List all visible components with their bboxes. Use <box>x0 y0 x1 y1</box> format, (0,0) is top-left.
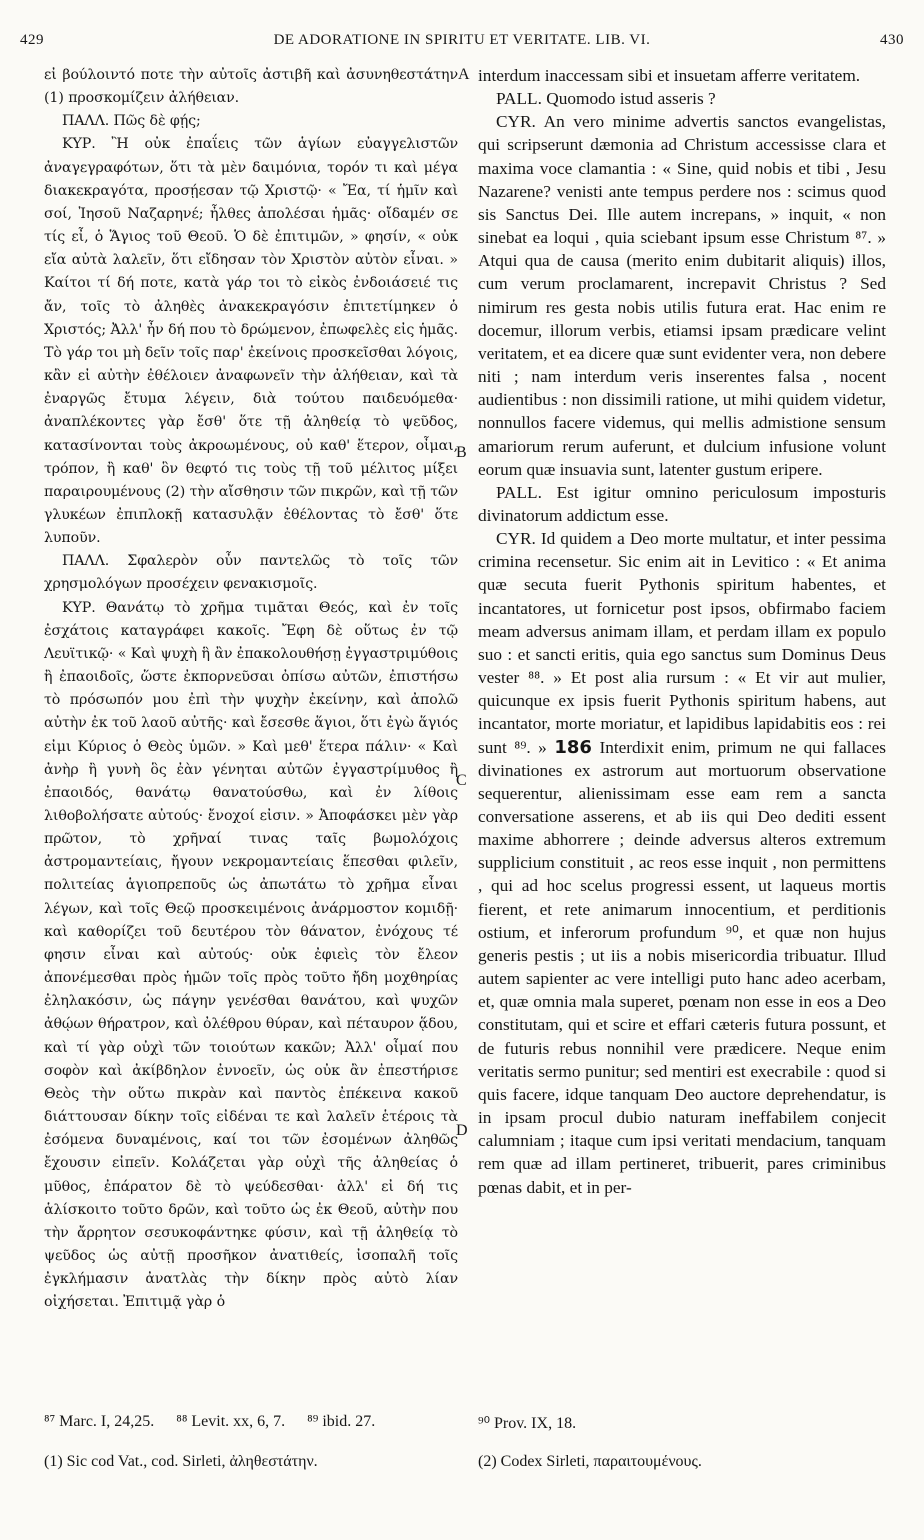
margin-letter-a: A <box>458 66 470 83</box>
latin-column <box>478 64 886 1199</box>
textual-note: (1) Sic cod Vat., cod. Sirleti, ἀληθεστάτην. <box>44 1453 318 1470</box>
greek-paragraph: εἰ βούλοιντό ποτε τὴν αὐτοῖς ἀστιβῆ καὶ ἀσυνηθεστάτην (1) προσκομίζειν ἀλήθειαν. <box>44 67 458 107</box>
greek-paragraph: ΚΥΡ. Θανάτῳ τὸ χρῆμα τιμᾶται Θεός, καὶ ἐν τοῖς ἐσχάτοις καταγράφει κακοῖς. Ἔφη δὲ οὕτως ἐν τῷ Λευϊτικῷ· « Καὶ ψυχὴ ἣ ἂν ἐπακολουθήσῃ ἐγγαστριμύθοις ἢ ἐπαοιδοῖς, ὥστε ἐκπορνεῦσαι ὀπίσω αὐτῶν, ἐπιστήσω τὸ πρόσωπόν μου ἐπὶ τὴν ψυχὴν ἐκείνην, καὶ ἀπολῶ αὐτὴν ἐκ τοῦ λαοῦ αὐτῆς· καὶ ἔσεσθε ἅγιοι, ὅτι ἐγὼ ἅγιός εἰμι Κύριος ὁ Θεὸς ὑμῶν. » Καὶ μεθ' ἕτερα πάλιν· « Καὶ ἀνὴρ ἢ γυνὴ ὃς ἐὰν γένηται αὐτῶν ἐγγαστρίμυθος ἢ ἐπαοιδός, θανάτῳ θανατούσθω, καὶ ἐν λίθοις λιθοβολήσατε αὐτούς· ἔνοχοί εἰσιν. » Ἀποφάσκει μὲν γὰρ πρῶτον, τὸ χρῆναί τινας ταῖς βωμολόχοις ἀστρομαντείαις, ἤγουν νεκρομαντείαις ἕπεσθαι φιλεῖν, πολιτείας ἁγιοπρεποῦς ὡς ἀπωτάτω τὸ χρῆμα εἶναι λέγων, καὶ τοῖς Θεῷ προσκειμένοις ἀνάρμοστον κομιδῇ· καὶ καθορίζει τοῦ δευτέρου τὸν θάνατον, ἐνόχους τέ φησιν εἶναι καὶ αὐτούς· οὐκ ἐφιεὶς τὸν ἔλεον ἀπονέμεσθαι πρὸς ἡμῶν τοῖς πρὸς τοῦτο ἤδη μοχθηρίας ἐληλακόσιν, ὡς πάγην γενέσθαι θανάτου, καὶ ψυχῶν ἀθῴων θήρατρον, καὶ ὀλέθρου θύραν, καὶ πέταυρον ᾅδου, καὶ τί γὰρ οὐχὶ τῶν τοιούτων κακῶν; Ἀλλ' οἶμαί που σοφὸν καὶ ἀκίβδηλον ἐννοεῖν, ὡς οὐκ ἂν ἐπεστήρισε Θεὸς τὴν οὕτω πικρὰν καὶ παντὸς ἐπέκεινα κακοῦ διάττουσαν δίκην τοῖς εἰδέναι τε καὶ λαλεῖν ἑτέροις τὰ ἐσόμενα δυναμένοις, καί τοι τῶν ἐσομένων ἀληθῶς ἔχουσιν εἰπεῖν. Κολάζεται γὰρ οὐχὶ τῆς ἀληθείας ὁ μῦθος, ἐπάρατον δὲ τὸ ψεύδεσθαι· ἀλλ' εἰ δή τις ἁλίσκοιτο τοῦτο δρῶν, καὶ τοῦτο ὡς ἐκ Θεοῦ, αὐτὴν που τὴν ἄρρητον σεσυκοφάντηκε φύσιν, καὶ τῇ ἀληθείᾳ τὸ ψεῦδος ὡς αὐτῇ προσῆκον ἀνατιθείς, ἰσοπαλῆ τοῖς ἐγκλήμασιν ἀνατλὰς τὴν δίκην πρὸς αὐτὸ λίαν οἰχήσεται. Ἐπιτιμᾷ γὰρ ὁ <box>44 599 458 1311</box>
margin-letter-c: C <box>456 772 467 789</box>
textual-note: (2) Codex Sirleti, παραιτουμένους. <box>478 1453 702 1470</box>
scripture-ref: ⁸⁹ ibid. 27. <box>307 1413 376 1430</box>
margin-letter-b: B <box>456 444 467 461</box>
latin-paragraph: interdum inaccessam sibi et insuetam afferre veritatem. <box>478 66 861 85</box>
latin-paragraph-text: CYR. Id quidem a Deo morte multatur, et inter pessima crimina recensetur. Sic enim ait in Levitico : « Et anima quæ secuta fuerit Pythonis spiritum habentes, et incantatores, ut fornicetur post ipsos, obfirmabo faciem meam adversus animam illam, et perdam illam ex populo suo : et sancti eritis, quia ego sanctus sum Dominus Deus vester ⁸⁸. » Et post alia rursum : « Et vir aut mulier, quicunque ex ipsis fuerit Pythonis spiritum habens, aut incantator, morte moriatur, et lapidibus lapidabitis eos : rei sunt ⁸⁹. » <box>478 529 886 757</box>
greek-paragraph: ΠΑΛΛ. Πῶς δὲ φῄς; <box>62 113 201 130</box>
greek-paragraph: ΠΑΛΛ. Σφαλερὸν οὖν παντελῶς τὸ τοῖς τῶν χρησμολόγων προσέχειν φενακισμοῖς. <box>44 553 458 593</box>
page-number-left: 429 <box>20 32 44 48</box>
running-header <box>20 32 904 56</box>
latin-paragraph <box>478 527 886 1199</box>
footnotes-left <box>44 1413 458 1471</box>
greek-paragraph: ΚΥΡ. Ἢ οὐκ ἐπαΐεις τῶν ἁγίων εὐαγγελιστῶν ἀναγεγραφότων, ὅτι τὰ μὲν δαιμόνια, τορόν τι καὶ μέγα διακεκραγότα, προσῄεσαν τῷ Χριστῷ· « Ἔα, τί ἡμῖν καὶ σοί, Ἰησοῦ Ναζαρηνέ; ἦλθες ἀπολέσαι ἡμᾶς· οἴδαμέν σε τίς εἶ, ὁ Ἅγιος τοῦ Θεοῦ. Ὁ δὲ ἐπιτιμῶν, » φησίν, « οὐκ εἴα αὐτὰ λαλεῖν, ὅτι εἴδησαν τὸν Χριστὸν αὐτὸν εἶναι. » Καίτοι τί δή ποτε, κατὰ γάρ τοι τὸ εἰκὸς ἐνδοιάσειέ τις ἄν, τοῖς τὸ ἀληθὲς ἀνακεκραγόσιν ἐπιτετίμηκεν ὁ Χριστός; Ἀλλ' ἦν δή που τὸ δρώμενον, ἐπωφελὲς εἰς ἡμᾶς. Τὸ γάρ τοι μὴ δεῖν τοῖς παρ' ἐκείνοις προσκεῖσθαι λόγοις, κἂν εἰ αὐτὴν ἐθέλοιεν ἀναφωνεῖν τὴν ἀλήθειαν, καὶ τὰ ἐναργῶς ἔτυμα λέγειν, διὰ τούτου παιδευόμεθα· ἀναπλέκοντες γὰρ ἔσθ' ὅτε τῇ ἀληθείᾳ τὸ ψεῦδος, κατασίνονται τοὺς ἀκροωμένους, οὐ καθ' ἕτερον, οἶμαι, τρόπον, ἢ καθ' ὃν θεφτό τις τοὺς τῇ τοῦ μέλιτος μίξει παραιρουμένους (2) τὴν αἴσθησιν τῶν πικρῶν, καὶ τῇ τῶν γλυκέων ἐπιπλοκῇ κατασυλᾷν ἐθέλοντας τὸ ἔσθ' ὅτε λυποῦν. <box>44 136 458 547</box>
latin-paragraph: PALL. Est igitur omnino periculosum imposturis divinatorum addictum esse. <box>478 482 886 525</box>
scripture-references <box>478 1413 886 1447</box>
scripture-ref: ⁹⁰ Prov. IX, 18. <box>478 1415 577 1432</box>
greek-column <box>44 64 458 1314</box>
scripture-ref: ⁸⁷ Marc. I, 24,25. <box>44 1413 155 1430</box>
footnotes-right <box>478 1413 886 1471</box>
latin-paragraph: CYR. An vero minime advertis sanctos evangelistas, qui scripserunt dæmonia ad Christum accessisse clara et maxima voce clamantia : « Sine, quid nobis et tibi , Jesu Nazarene? venisti ante tempus perdere nos : scimus quod sis Sanctus Dei. Ille autem increpans, » inquit, « non sinebat ea loqui , quia sciebant ipsum esse Christum ⁸⁷. » Atqui qua de causa (merito enim dubitarit aliquis) illos, cum verum proclamarent, increpavit Christus ? Sed nimirum res gesta nobis utilis futura erat. Hac enim re docemur, illorum verbis, etiamsi ipsam prædicare velint veritatem, et ea dicere quæ sunt evidenter vera, non debere niti ; nam interdum veris inserentes falsa , nocent audientibus : non dissimili ratione, ut mihi quidem videtur, nonnullos facere videmus, qui mellis admistione sensum amariorum rerum auferunt, et dulcium infusione volunt eorum quæ insuavia sunt, latenter gustum eripere. <box>478 112 886 479</box>
column-number: 186 <box>554 736 592 758</box>
page-number-right: 430 <box>880 32 904 48</box>
scripture-ref: ⁸⁸ Levit. xx, 6, 7. <box>176 1413 286 1430</box>
scripture-references <box>44 1413 458 1447</box>
running-title: DE ADORATIONE IN SPIRITU ET VERITATE. LIB. VI. <box>273 32 651 48</box>
latin-paragraph: PALL. Quomodo istud asseris ? <box>496 89 716 109</box>
margin-letter-d: D <box>456 1122 468 1139</box>
latin-paragraph-continuation: Interdixit enim, primum ne qui fallaces divinationes ex astrorum aut mortuorum observatione sequerentur, alienissimam esse eam rem a sancta conversatione asserens, et ab iis qui Deo dediti essent maxime abhorrere ; deinde adversus alteros extremum supplicium constituit , ac reos esse inquit , non permittens , qui ad hoc scelus progressi essent, ut laqueus mortis fierent, et rete animarum innocentium, et perditionis ostium, et inferorum profundum ⁹⁰, et quæ non hujus generis pestis ; ut iis a nobis misericordia tribuatur. Illud autem sapienter ac vere intelligi puto hanc adeo acerbam, et, quæ omnia mala superet, pœnam non esse in eos a Deo constitutam, qui et scire et effari cæteris futura possunt, et de futuris rebus nonnihil vere prædicere. Neque enim veritatis sermo punitur; sed mentiri est execrabile : quod si quis facere, idque tanquam Deo auctore deprehendatur, is in ipsam procul dubio naturam ineffabilem conjecit calumniam ; itaque cum ipsi veritati mendacium, tanquam rem quæ ad illam pertineret, tribuerit, pares criminibus pœnas dabit, et in per- <box>478 737 887 1197</box>
